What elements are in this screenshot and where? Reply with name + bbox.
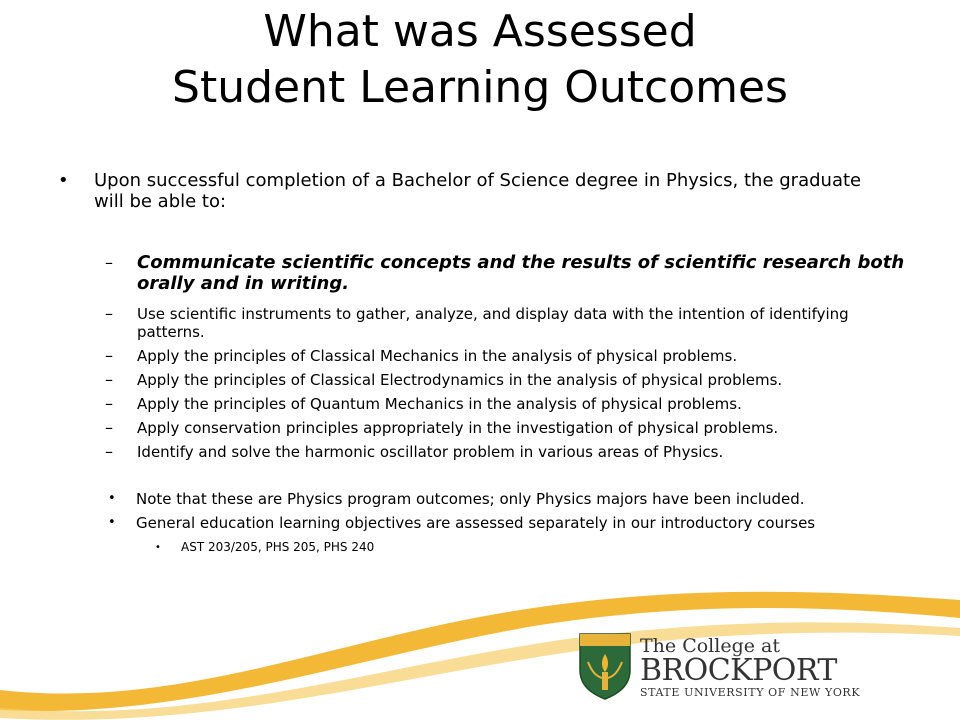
torch-shield-icon	[578, 632, 632, 700]
outcome-text: Apply the principles of Quantum Mechanics in the analysis of physical problems.	[137, 395, 742, 413]
dash-marker: –	[105, 370, 113, 389]
outcome-text: Communicate scientific concepts and the results of scientific research both orally and in writing.	[137, 252, 905, 294]
course-list-item	[155, 540, 755, 555]
note-text: Note that these are Physics program outcomes; only Physics majors have been included.	[136, 490, 805, 508]
outcome-item	[105, 252, 905, 294]
slide-title	[0, 4, 960, 116]
outcome-text: Use scientific instruments to gather, analyze, and display data with the intention of identifying patterns.	[137, 305, 849, 341]
outcome-item	[105, 419, 905, 437]
dash-marker: –	[105, 394, 113, 413]
outcome-text: Identify and solve the harmonic oscillator problem in various areas of Physics.	[137, 443, 724, 461]
wordmark-line-2: BROCKPORT	[640, 653, 837, 688]
wordmark-line-1: The College at	[640, 635, 780, 657]
outcome-item	[105, 347, 905, 365]
outcome-text: Apply the principles of Classical Electrodynamics in the analysis of physical problems.	[137, 371, 783, 389]
note-item	[108, 514, 888, 532]
outcome-item	[105, 371, 905, 389]
bullet-marker: •	[108, 515, 116, 530]
dash-marker: –	[105, 442, 113, 461]
note-text: General education learning objectives are assessed separately in our introductory courses	[136, 514, 816, 532]
course-list-text: AST 203/205, PHS 205, PHS 240	[181, 540, 375, 554]
college-wordmark	[640, 636, 860, 699]
intro-bullet	[58, 170, 878, 212]
outcome-item	[105, 305, 905, 341]
title-line-1: What was Assessed	[263, 6, 697, 57]
outcome-item	[105, 443, 905, 461]
dash-marker: –	[105, 304, 113, 323]
dash-marker: –	[105, 253, 113, 272]
college-logo	[578, 632, 861, 702]
title-line-2: Student Learning Outcomes	[172, 62, 788, 113]
wordmark-line-3: STATE UNIVERSITY OF NEW YORK	[640, 686, 861, 699]
dash-marker: –	[105, 418, 113, 437]
outcome-item	[105, 395, 905, 413]
bullet-marker: •	[155, 542, 161, 553]
note-item	[108, 490, 888, 508]
intro-text: Upon successful completion of a Bachelor of Science degree in Physics, the graduate will be able to:	[94, 170, 862, 212]
bullet-marker: •	[58, 170, 69, 191]
outcome-text: Apply conservation principles appropriately in the investigation of physical problems.	[137, 419, 779, 437]
dash-marker: –	[105, 346, 113, 365]
bullet-marker: •	[108, 491, 116, 506]
outcome-text: Apply the principles of Classical Mechanics in the analysis of physical problems.	[137, 347, 738, 365]
